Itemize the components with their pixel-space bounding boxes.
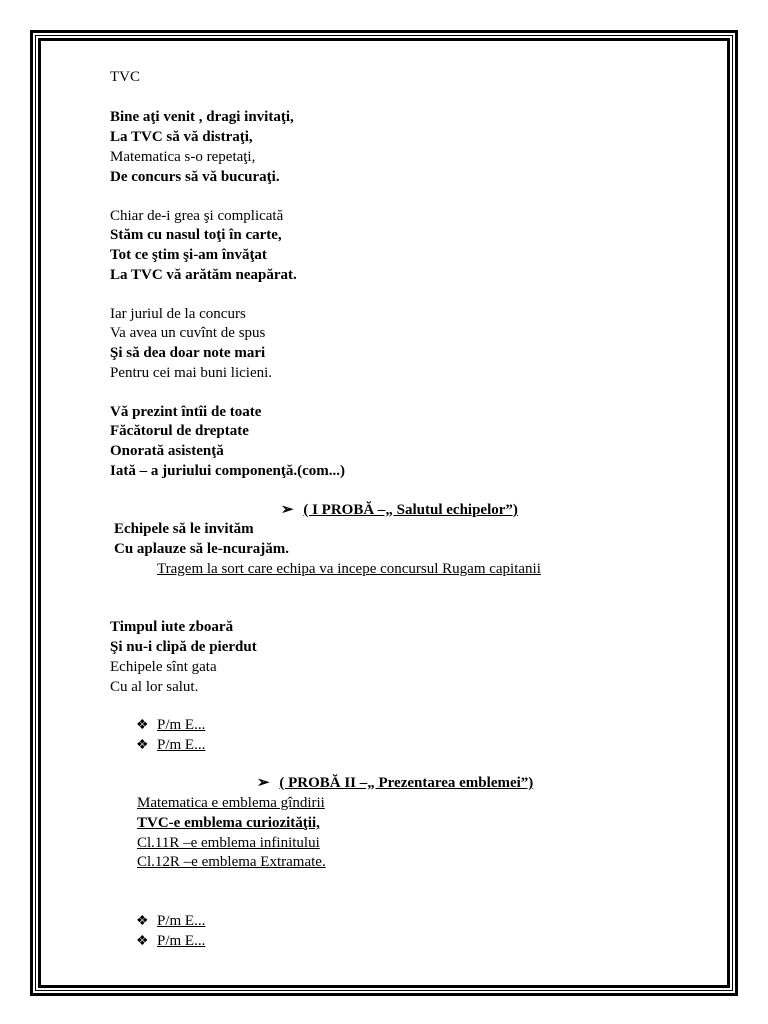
proba2-heading xyxy=(257,774,533,793)
emblem-line: Matematica e emblema gîndirii xyxy=(137,795,325,811)
stanza3-line4: Pentru cei mai buni licieni. xyxy=(110,365,273,381)
diamond-bullet-icon: ❖ xyxy=(136,718,149,733)
bullet-item: P/m E... xyxy=(157,913,206,929)
proba2-title: ( PROBĂ II –„ Prezentarea emblemei”) xyxy=(279,775,534,791)
stanza4-line3: Onorată asistenţă xyxy=(110,443,224,459)
stanza4-line4: Iată – a juriului componenţă.(com...) xyxy=(110,463,345,479)
stanza2-line4: La TVC vă arătăm neapărat. xyxy=(110,267,297,283)
stanza3-line1: Iar juriul de la concurs xyxy=(110,306,246,322)
emblem-line: Cl.11R –e emblema infinitului xyxy=(137,835,320,851)
bullet-item: P/m E... xyxy=(157,737,206,753)
draw-lots-instruction: Tragem la sort care echipa va incepe concursul Rugam capitanii xyxy=(157,561,541,577)
stanza5-line1: Echipele să le invităm xyxy=(114,521,254,537)
arrow-bullet-icon: ➢ xyxy=(281,502,294,518)
emblem-line: Cl.12R –e emblema Extramate. xyxy=(137,854,326,870)
stanza1-line1: Bine aţi venit , dragi invitaţi, xyxy=(110,109,294,125)
emblem-line: TVC-e emblema curiozităţii, xyxy=(137,815,320,831)
stanza4-line1: Vă prezint întîi de toate xyxy=(110,404,262,420)
stanza1-line4: De concurs să vă bucuraţi. xyxy=(110,169,280,185)
diamond-bullet-icon: ❖ xyxy=(136,738,149,753)
stanza4-line2: Făcătorul de dreptate xyxy=(110,423,249,439)
proba1-title: ( I PROBĂ –„ Salutul echipelor”) xyxy=(303,502,518,518)
stanza6-line3: Echipele sînt gata xyxy=(110,659,217,675)
stanza2-line3: Tot ce ştim şi-am învăţat xyxy=(110,247,267,263)
stanza2-line1: Chiar de-i grea şi complicată xyxy=(110,208,284,224)
stanza2-line2: Stăm cu nasul toţi în carte, xyxy=(110,227,282,243)
proba1-heading xyxy=(281,501,518,520)
stanza1-line3: Matematica s-o repetaţi, xyxy=(110,149,256,165)
stanza6-line1: Timpul iute zboară xyxy=(110,619,234,635)
stanza3-line2: Va avea un cuvînt de spus xyxy=(110,325,266,341)
stanza6-line4: Cu al lor salut. xyxy=(110,679,199,695)
bullet-item: P/m E... xyxy=(157,933,206,949)
diamond-bullet-icon: ❖ xyxy=(136,934,149,949)
stanza6-line2: Şi nu-i clipă de pierdut xyxy=(110,639,257,655)
diamond-bullet-icon: ❖ xyxy=(136,914,149,929)
stanza3-line3: Şi să dea doar note mari xyxy=(110,345,266,361)
stanza5-line2: Cu aplauze să le-ncurajăm. xyxy=(114,541,289,557)
stanza1-line2: La TVC să vă distraţi, xyxy=(110,129,253,145)
document-title: TVC xyxy=(110,69,140,85)
bullet-item: P/m E... xyxy=(157,717,206,733)
arrow-bullet-icon: ➢ xyxy=(257,775,270,791)
